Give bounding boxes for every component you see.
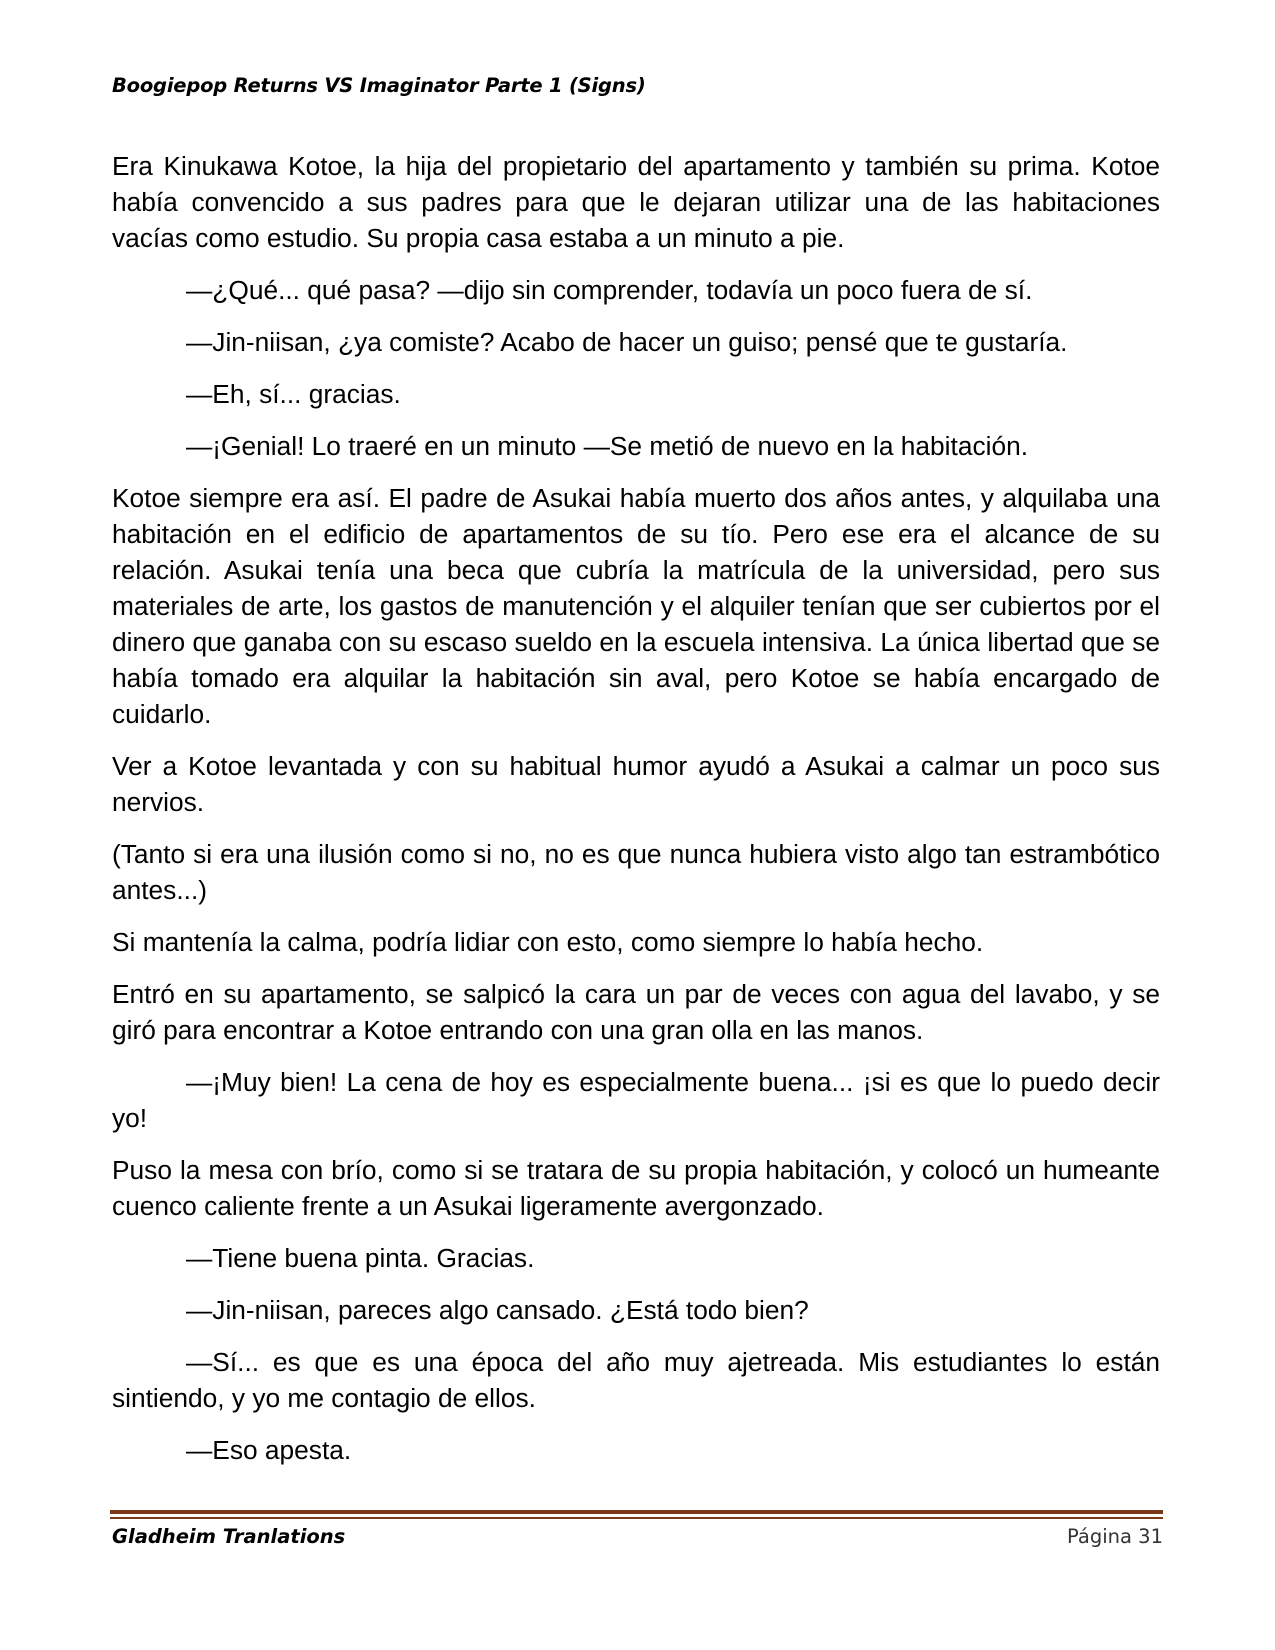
paragraph: Ver a Kotoe levantada y con su habitual humor ayudó a Asukai a calmar un poco sus nervios. <box>112 751 1160 817</box>
paragraph: (Tanto si era una ilusión como si no, no es que nunca hubiera visto algo tan estrambótico antes...) <box>112 839 1160 905</box>
dialogue-paragraph: —Eso apesta. <box>186 1435 352 1465</box>
footer-translator-credit: Gladheim Tranlations <box>112 1525 346 1548</box>
dialogue-paragraph: —Sí... es que es una época del año muy ajetreada. Mis estudiantes lo están sintiendo, y yo me contagio de ellos. <box>112 1347 1160 1413</box>
paragraph: Si mantenía la calma, podría lidiar con esto, como siempre lo había hecho. <box>112 927 984 957</box>
dialogue-paragraph: —¡Muy bien! La cena de hoy es especialmente buena... ¡si es que lo puedo decir yo! <box>112 1067 1160 1133</box>
document-body <box>112 148 1160 1484</box>
footer-page-indicator <box>1067 1525 1163 1548</box>
dialogue-paragraph: —Eh, sí... gracias. <box>186 379 401 409</box>
paragraph: Era Kinukawa Kotoe, la hija del propietario del apartamento y también su prima. Kotoe había convencido a sus padres para que le dejaran utilizar una de las habitaciones vacías como estudio. Su propia casa estaba a un minuto a pie. <box>112 151 1160 253</box>
footer-divider-thin <box>110 1517 1163 1519</box>
dialogue-paragraph: —¿Qué... qué pasa? —dijo sin comprender, todavía un poco fuera de sí. <box>186 275 1033 305</box>
dialogue-paragraph: —¡Genial! Lo traeré en un minuto —Se metió de nuevo en la habitación. <box>186 431 1029 461</box>
page-number: 31 <box>1138 1525 1163 1548</box>
page-header-title: Boogiepop Returns VS Imaginator Parte 1 (Signs) <box>112 74 646 97</box>
dialogue-paragraph: —Tiene buena pinta. Gracias. <box>186 1243 535 1273</box>
paragraph: Entró en su apartamento, se salpicó la cara un par de veces con agua del lavabo, y se giró para encontrar a Kotoe entrando con una gran olla en las manos. <box>112 979 1160 1045</box>
paragraph: Puso la mesa con brío, como si se tratara de su propia habitación, y colocó un humeante cuenco caliente frente a un Asukai ligeramente avergonzado. <box>112 1155 1160 1221</box>
page-label: Página <box>1067 1525 1132 1548</box>
dialogue-paragraph: —Jin-niisan, ¿ya comiste? Acabo de hacer un guiso; pensé que te gustaría. <box>186 327 1068 357</box>
dialogue-paragraph: —Jin-niisan, pareces algo cansado. ¿Está todo bien? <box>186 1295 809 1325</box>
paragraph: Kotoe siempre era así. El padre de Asukai había muerto dos años antes, y alquilaba una habitación en el edificio de apartamentos de su tío. Pero ese era el alcance de su relación. Asukai tenía una beca que cubría la matrícula de la universidad, pero sus materiales de arte, los gastos de manutención y el alquiler tenían que ser cubiertos por el dinero que ganaba con su escaso sueldo en la escuela intensiva. La única libertad que se había tomado era alquilar la habitación sin aval, pero Kotoe se había encargado de cuidarlo. <box>112 483 1160 729</box>
footer-divider-thick <box>110 1510 1163 1514</box>
